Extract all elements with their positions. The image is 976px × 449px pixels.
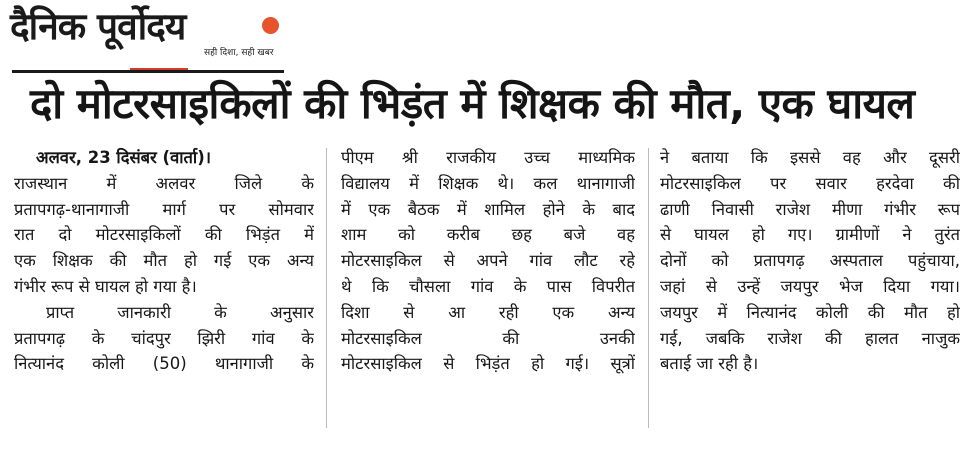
column-divider xyxy=(648,148,649,428)
article-line: मोटरसाइकिल पर सवार हरदेवा की xyxy=(660,173,960,193)
article-headline: दो मोटरसाइकिलों की भिड़ंत में शिक्षक की मौत, एक घायल xyxy=(30,79,915,128)
article-line: मोटरसाइकिल से अपने गांव लौट रहे xyxy=(341,251,635,271)
article-line: नित्यानंद कोली (50) थानागाजी के xyxy=(14,354,314,374)
article-line: दिशा से आ रही एक अन्य xyxy=(341,302,635,322)
article-line: विद्यालय में शिक्षक थे। कल थानागाजी xyxy=(341,173,635,193)
article-line: जहां से उन्हें जयपुर भेज दिया गया। xyxy=(660,276,960,296)
newspaper-tagline: सही दिशा, सही खबर xyxy=(204,48,274,58)
article-column-2 xyxy=(341,145,635,377)
article-line: दोनों को प्रतापगढ़ अस्पताल पहुंचाया, xyxy=(660,251,960,271)
article-line: बताई जा रही है। xyxy=(660,354,759,374)
article-line: ने बताया कि इससे वह और दूसरी xyxy=(660,148,960,167)
article-line: पीएम श्री राजकीय उच्च माध्यमिक xyxy=(341,148,635,167)
logo-dot-icon xyxy=(262,17,279,34)
article-line: प्राप्त जानकारी के अनुसार xyxy=(46,302,314,322)
article-line: प्रतापगढ़-थानागाजी मार्ग पर सोमवार xyxy=(14,199,314,219)
article-dateline: अलवर, 23 दिसंबर (वार्ता)। xyxy=(36,148,211,167)
article-line: प्रतापगढ़ के चांदपुर झिरी गांव के xyxy=(14,328,314,348)
article-column-3 xyxy=(660,145,960,377)
column-divider xyxy=(326,148,327,428)
article-column-1 xyxy=(14,145,314,377)
article-line: रात दो मोटरसाइकिलों की भिड़ंत में xyxy=(14,225,314,245)
article-line: में एक बैठक में शामिल होने के बाद xyxy=(341,199,635,219)
article-line: ढाणी निवासी राजेश मीणा गंभीर रूप xyxy=(660,199,960,219)
article-line: गंभीर रूप से घायल हो गया है। xyxy=(14,276,197,296)
article-line: एक शिक्षक की मौत हो गई एक अन्य xyxy=(14,251,314,271)
article-line: से घायल हो गए। ग्रामीणों ने तुरंत xyxy=(660,225,960,245)
article-line: मोटरसाइकिल से भिड़ंत हो गई। सूत्रों xyxy=(341,354,635,374)
masthead xyxy=(8,4,308,74)
newspaper-logo: दैनिक पूर्वोदय xyxy=(10,5,186,48)
article-line: गई, जबकि राजेश की हालत नाजुक xyxy=(660,328,960,348)
article-line: थे कि चौसला गांव के पास विपरीत xyxy=(341,276,635,296)
article-line: शाम को करीब छह बजे वह xyxy=(341,225,635,245)
article-line: राजस्थान में अलवर जिले के xyxy=(14,173,314,193)
article-line: मोटरसाइकिल की उनकी xyxy=(341,328,635,348)
article-line: जयपुर में नित्यानंद कोली की मौत हो xyxy=(660,302,960,322)
